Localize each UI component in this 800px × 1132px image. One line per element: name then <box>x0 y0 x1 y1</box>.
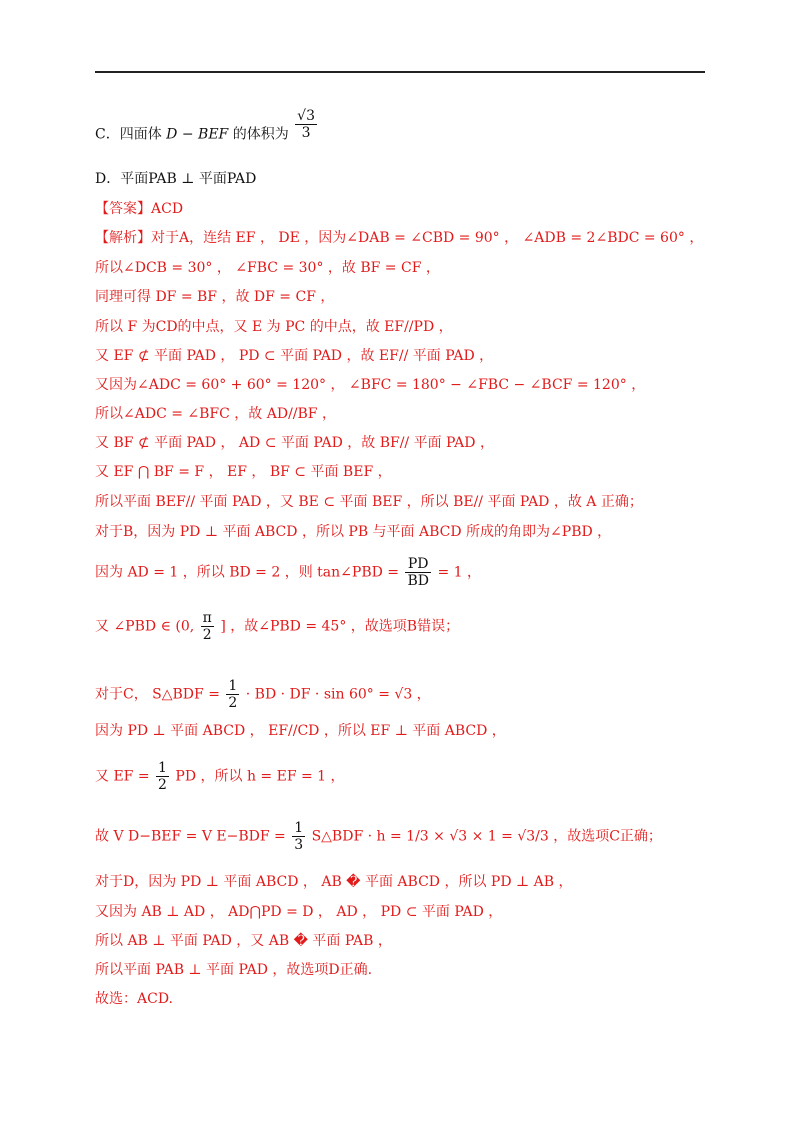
interval-pre: 又 ∠PBD ∈ (0, <box>95 618 195 635</box>
fraction-denominator: 3 <box>301 125 311 141</box>
analysis-line-21: 所以平面 PAB ⊥ 平面 PAD ，故选项D正确. <box>95 962 373 978</box>
volume-fraction <box>292 820 305 853</box>
tan-post: = 1 ， <box>437 564 481 581</box>
analysis-line-10: 所以平面 BEF// 平面 PAD ，又 BE ⊂ 平面 BEF ，所以 BE// 平面 PAD ，故 A 正确； <box>95 494 643 510</box>
final-answer: 故选：ACD. <box>95 991 173 1007</box>
volume-pre: 故 V D−BEF = V E−BDF = <box>95 828 286 845</box>
fraction-numerator: 1 <box>228 678 238 694</box>
ef-pre: 又 EF = <box>95 768 150 785</box>
volume-post: S△BDF · h = 1/3 × √3 × 1 = √3/3 ，故选项C正确； <box>311 828 662 845</box>
option-c-post: 的体积为 <box>232 126 289 143</box>
fraction-denominator: BD <box>407 573 429 589</box>
option-c-pre: C．四面体 <box>95 126 162 143</box>
header-rule <box>95 71 705 73</box>
analysis-line-15: 因为 PD ⊥ 平面 ABCD ， EF//CD ，所以 EF ⊥ 平面 ABCD ， <box>95 723 506 739</box>
fraction-denominator: 2 <box>158 777 167 793</box>
ef-post: PD ，所以 h = EF = 1 ， <box>175 768 345 785</box>
analysis-line-4: 所以 F 为CD的中点，又 E 为 PC 的中点，故 EF//PD ， <box>95 319 453 335</box>
fraction-numerator: 1 <box>158 760 167 776</box>
analysis-line-8: 又 BF ⊄ 平面 PAD ， AD ⊂ 平面 PAD ，故 BF// 平面 PAD ， <box>95 435 494 451</box>
ef-fraction <box>156 760 169 793</box>
analysis-line-17 <box>95 820 662 853</box>
analysis-line-13 <box>95 610 459 643</box>
option-c-fraction <box>295 108 317 141</box>
analysis-line-14 <box>95 678 431 711</box>
analysis-line-11: 对于B，因为 PD ⊥ 平面 ABCD ，所以 PB 与平面 ABCD 所成的角即为∠PBD ， <box>95 524 612 540</box>
fraction-numerator: 1 <box>294 820 304 836</box>
fraction-numerator: π <box>202 610 212 626</box>
fraction-numerator: √3 <box>297 108 315 124</box>
interval-fraction <box>201 610 214 643</box>
area-pre: 对于C， S△BDF = <box>95 686 220 703</box>
area-fraction <box>226 678 239 711</box>
area-post: · BD · DF · sin 60° = √3 ， <box>245 686 431 703</box>
analysis-line-18: 对于D，因为 PD ⊥ 平面 ABCD ， AB � 平面 ABCD ，所以 PD ⊥ AB ， <box>95 874 573 890</box>
option-c-math: D − BEF <box>166 126 229 143</box>
option-c <box>95 108 319 151</box>
analysis-line-1: 【解析】对于A，连结 EF ， DE ，因为∠DAB = ∠CBD = 90° ， ∠ADB = 2∠BDC = 60° ， <box>95 230 704 246</box>
analysis-line-7: 所以∠ADC = ∠BFC ，故 AD//BF ， <box>95 406 336 422</box>
analysis-line-5: 又 EF ⊄ 平面 PAD ， PD ⊂ 平面 PAD ，故 EF// 平面 PAD ， <box>95 348 494 364</box>
analysis-line-9: 又 EF ⋂ BF = F ， EF ， BF ⊂ 平面 BEF ， <box>95 464 392 480</box>
analysis-line-6: 又因为∠ADC = 60° + 60° = 120° ， ∠BFC = 180° − ∠FBC − ∠BCF = 120° ， <box>95 377 646 393</box>
tan-fraction <box>405 556 431 589</box>
analysis-line-19: 又因为 AB ⊥ AD ， AD⋂PD = D ， AD ， PD ⊂ 平面 PAD ， <box>95 904 503 920</box>
interval-post: ] ，故∠PBD = 45° ，故选项B错误； <box>220 618 460 635</box>
analysis-line-3: 同理可得 DF = BF ，故 DF = CF ， <box>95 289 335 305</box>
fraction-numerator: PD <box>405 556 431 573</box>
fraction-denominator: 2 <box>202 627 212 643</box>
analysis-line-16 <box>95 760 345 793</box>
analysis-line-2: 所以∠DCB = 30° ， ∠FBC = 30° ，故 BF = CF ， <box>95 260 440 276</box>
fraction-denominator: 2 <box>228 695 238 711</box>
tan-pre: 因为 AD = 1 ，所以 BD = 2 ，则 tan∠PBD = <box>95 564 400 581</box>
option-d: D．平面PAB ⊥ 平面PAD <box>95 171 257 187</box>
fraction-denominator: 3 <box>294 837 304 853</box>
analysis-line-12 <box>95 556 481 589</box>
answer-line: 【答案】ACD <box>95 201 184 217</box>
analysis-line-20: 所以 AB ⊥ 平面 PAD ，又 AB � 平面 PAB ， <box>95 933 392 949</box>
